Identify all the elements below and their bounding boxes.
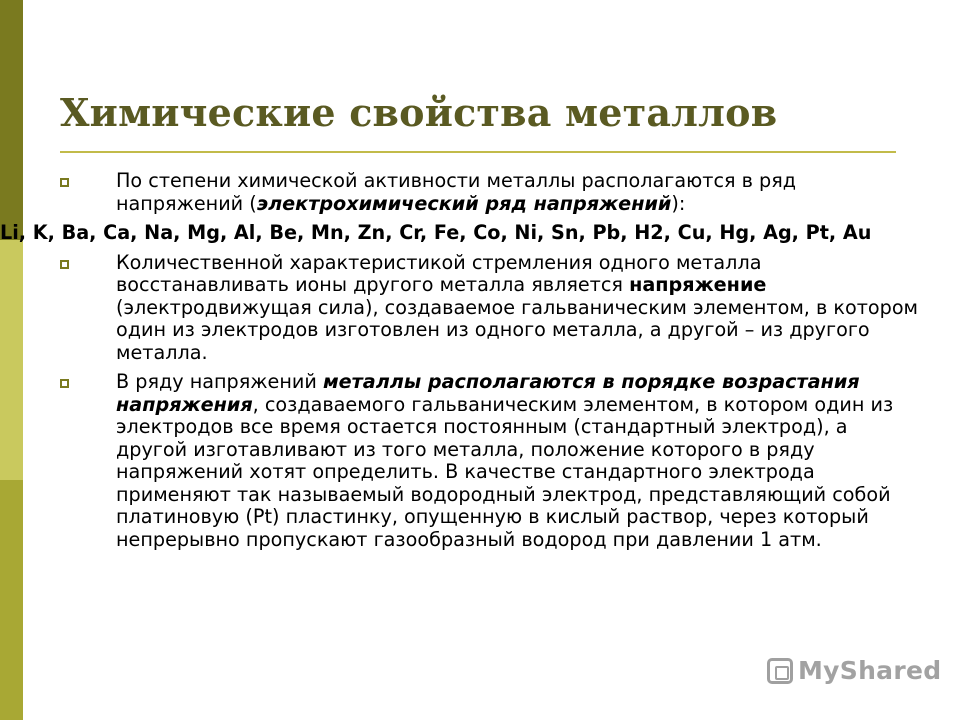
paragraph-1-tail: ): <box>671 191 686 215</box>
paragraph-3-tail: , создаваемого гальваническим элементом, в котором один из электродов все время остается постоянным (стандартный электрод), а другой изготавливают из того металла, положение которого в ряду напряжений хотят определить. В качестве стандартного электрода применяют так называемый водородный электрод, представляющий собой платиновую (Pt) пластинку, опущенную в кислый раствор, через который непрерывно пропускают газообразный водород при давлении 1 атм. <box>116 392 894 551</box>
side-strip-bottom <box>0 480 23 720</box>
paragraph-2-tail: (электродвижущая сила), создаваемое гальваническим элементом, в котором один из электродов изготовлен из одного металла, а другой – из другого металла. <box>116 295 919 364</box>
paragraph-3-text: В ряду напряжений <box>116 370 323 393</box>
paragraph-2-emphasis: напряжение <box>629 273 767 296</box>
watermark <box>767 656 941 685</box>
metal-activity-series: Li, K, Ba, Ca, Na, Mg, Al, Be, Mn, Zn, Cr, Fe, Co, Ni, Sn, Pb, H2, Cu, Hg, Ag, Pt, Au <box>0 221 872 244</box>
paragraph-3-emphasis: металлы располагаются в порядке возрастания напряжения <box>116 370 860 416</box>
paragraph-1-text: По степени химической активности металлы располагаются в ряд напряжений ( <box>116 169 797 215</box>
side-strip-middle <box>0 240 23 480</box>
paragraph-2-text: Количественной характеристикой стремления одного металла восстанавливать ионы другого металла является <box>116 250 762 296</box>
square-bullet-icon <box>60 379 69 388</box>
watermark-text: MyShared <box>798 656 942 685</box>
title-underline <box>60 151 896 153</box>
slide-content <box>0 169 920 558</box>
paragraph-1-emphasis: электрохимический ряд напряжений <box>256 191 672 215</box>
paragraph-1 <box>60 170 920 215</box>
side-strip-top <box>0 0 23 240</box>
paragraph-3 <box>60 371 920 551</box>
paragraph-2 <box>60 252 920 365</box>
square-bullet-icon <box>60 178 69 187</box>
myshared-logo-icon <box>767 658 793 684</box>
square-bullet-icon <box>60 260 69 269</box>
slide-title: Химические свойства металлов <box>60 90 778 135</box>
